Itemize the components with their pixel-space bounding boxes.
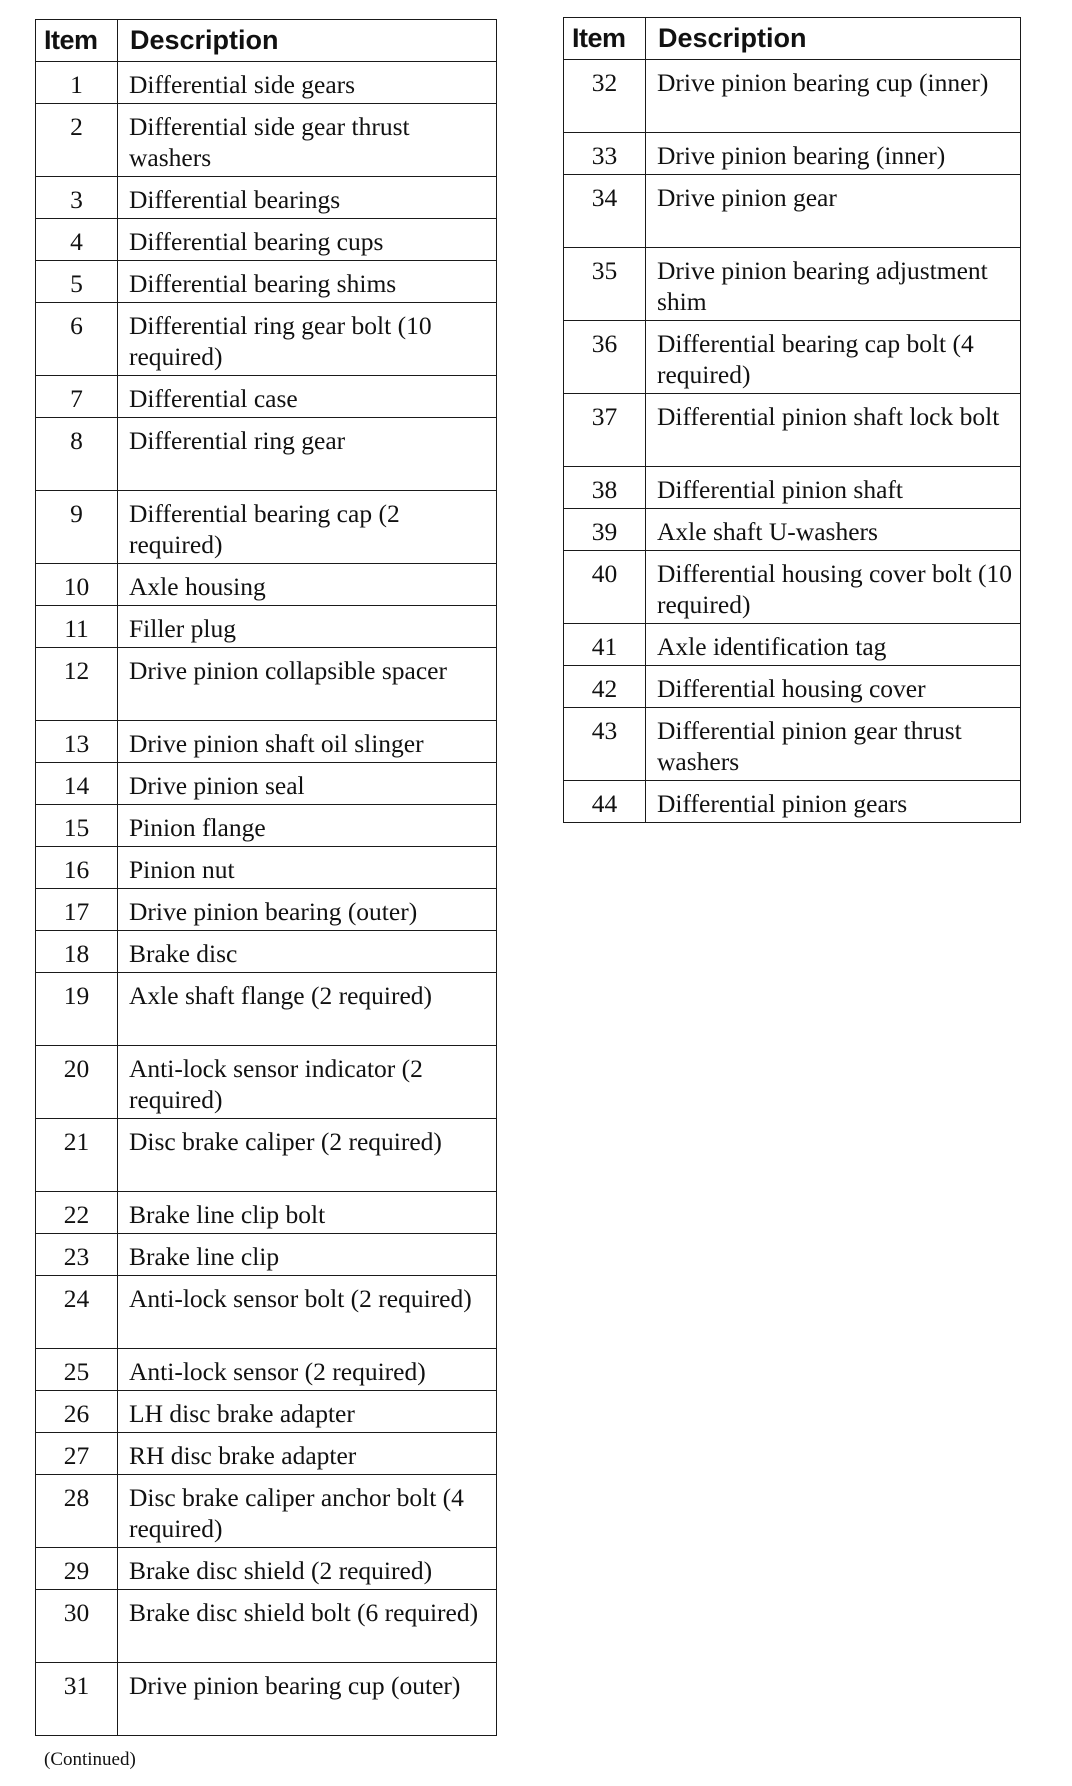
item-description: Differential bearing shims bbox=[118, 261, 497, 303]
item-number: 33 bbox=[564, 133, 646, 175]
item-number: 39 bbox=[564, 509, 646, 551]
item-description: Differential bearing cups bbox=[118, 219, 497, 261]
item-description: Differential side gear thrust washers bbox=[118, 104, 497, 177]
item-number: 41 bbox=[564, 624, 646, 666]
item-description: Differential pinion gears bbox=[646, 781, 1021, 823]
item-number: 27 bbox=[36, 1433, 118, 1475]
table-row bbox=[36, 648, 497, 721]
table-row bbox=[36, 889, 497, 931]
item-description: Differential housing cover bolt (10 required) bbox=[646, 551, 1021, 624]
table-row bbox=[564, 133, 1021, 175]
table-row bbox=[36, 491, 497, 564]
column-header-description: Description bbox=[118, 20, 497, 62]
table-row bbox=[564, 708, 1021, 781]
table-row bbox=[36, 1590, 497, 1663]
column-header-item: Item bbox=[36, 20, 118, 62]
continued-note: (Continued) bbox=[44, 1749, 136, 1770]
item-description: Filler plug bbox=[118, 606, 497, 648]
table-row bbox=[36, 564, 497, 606]
item-description: Axle identification tag bbox=[646, 624, 1021, 666]
item-description: Differential pinion shaft bbox=[646, 467, 1021, 509]
item-description: Differential case bbox=[118, 376, 497, 418]
item-number: 23 bbox=[36, 1234, 118, 1276]
table-row bbox=[36, 1548, 497, 1590]
item-number: 43 bbox=[564, 708, 646, 781]
item-description: Drive pinion bearing cup (inner) bbox=[646, 60, 1021, 133]
item-number: 9 bbox=[36, 491, 118, 564]
item-description: Differential bearings bbox=[118, 177, 497, 219]
item-description: Drive pinion collapsible spacer bbox=[118, 648, 497, 721]
table-row bbox=[36, 62, 497, 104]
table-row bbox=[36, 1475, 497, 1548]
table-row bbox=[36, 104, 497, 177]
item-number: 4 bbox=[36, 219, 118, 261]
table-row bbox=[36, 1192, 497, 1234]
item-number: 31 bbox=[36, 1663, 118, 1736]
item-description: Drive pinion seal bbox=[118, 763, 497, 805]
item-description: Axle shaft flange (2 required) bbox=[118, 973, 497, 1046]
parts-table-left bbox=[35, 19, 497, 1736]
item-description: Differential ring gear bolt (10 required) bbox=[118, 303, 497, 376]
item-description: Anti-lock sensor indicator (2 required) bbox=[118, 1046, 497, 1119]
item-number: 8 bbox=[36, 418, 118, 491]
item-description: Anti-lock sensor (2 required) bbox=[118, 1349, 497, 1391]
item-description: LH disc brake adapter bbox=[118, 1391, 497, 1433]
table-header-row bbox=[36, 20, 497, 62]
item-description: Differential pinion gear thrust washers bbox=[646, 708, 1021, 781]
item-number: 44 bbox=[564, 781, 646, 823]
table-row bbox=[36, 261, 497, 303]
item-description: Brake disc bbox=[118, 931, 497, 973]
item-number: 11 bbox=[36, 606, 118, 648]
item-description: Anti-lock sensor bolt (2 required) bbox=[118, 1276, 497, 1349]
item-number: 42 bbox=[564, 666, 646, 708]
item-description: Brake line clip bbox=[118, 1234, 497, 1276]
table-row bbox=[564, 781, 1021, 823]
table-row bbox=[36, 376, 497, 418]
item-number: 2 bbox=[36, 104, 118, 177]
item-number: 36 bbox=[564, 321, 646, 394]
table-row bbox=[36, 606, 497, 648]
table-row bbox=[36, 1349, 497, 1391]
parts-table-right bbox=[563, 17, 1021, 823]
table-row bbox=[36, 303, 497, 376]
table-row bbox=[36, 1119, 497, 1192]
table-row bbox=[36, 418, 497, 491]
item-number: 12 bbox=[36, 648, 118, 721]
item-number: 35 bbox=[564, 248, 646, 321]
item-number: 10 bbox=[36, 564, 118, 606]
item-description: Differential side gears bbox=[118, 62, 497, 104]
item-number: 16 bbox=[36, 847, 118, 889]
table-row bbox=[564, 175, 1021, 248]
item-number: 21 bbox=[36, 1119, 118, 1192]
table-row bbox=[564, 248, 1021, 321]
item-description: Axle shaft U-washers bbox=[646, 509, 1021, 551]
table-row bbox=[36, 1276, 497, 1349]
table-row bbox=[564, 551, 1021, 624]
item-number: 7 bbox=[36, 376, 118, 418]
table-row bbox=[564, 60, 1021, 133]
item-number: 1 bbox=[36, 62, 118, 104]
table-row bbox=[564, 509, 1021, 551]
item-number: 14 bbox=[36, 763, 118, 805]
item-number: 37 bbox=[564, 394, 646, 467]
table-row bbox=[36, 973, 497, 1046]
item-number: 28 bbox=[36, 1475, 118, 1548]
item-description: Drive pinion bearing cup (outer) bbox=[118, 1663, 497, 1736]
table-row bbox=[36, 931, 497, 973]
item-description: Axle housing bbox=[118, 564, 497, 606]
table-row bbox=[36, 763, 497, 805]
table-row bbox=[564, 666, 1021, 708]
item-description: Brake disc shield bolt (6 required) bbox=[118, 1590, 497, 1663]
item-number: 17 bbox=[36, 889, 118, 931]
item-description: RH disc brake adapter bbox=[118, 1433, 497, 1475]
item-number: 20 bbox=[36, 1046, 118, 1119]
item-number: 24 bbox=[36, 1276, 118, 1349]
item-description: Brake line clip bolt bbox=[118, 1192, 497, 1234]
column-header-description: Description bbox=[646, 18, 1021, 60]
table-row bbox=[36, 1391, 497, 1433]
table-row bbox=[36, 177, 497, 219]
item-number: 40 bbox=[564, 551, 646, 624]
item-description: Differential ring gear bbox=[118, 418, 497, 491]
item-description: Disc brake caliper (2 required) bbox=[118, 1119, 497, 1192]
item-description: Differential bearing cap bolt (4 required) bbox=[646, 321, 1021, 394]
item-number: 18 bbox=[36, 931, 118, 973]
item-description: Brake disc shield (2 required) bbox=[118, 1548, 497, 1590]
item-description: Drive pinion bearing (outer) bbox=[118, 889, 497, 931]
item-number: 15 bbox=[36, 805, 118, 847]
item-number: 13 bbox=[36, 721, 118, 763]
table-row bbox=[36, 1234, 497, 1276]
item-number: 6 bbox=[36, 303, 118, 376]
table-row bbox=[36, 1433, 497, 1475]
item-number: 25 bbox=[36, 1349, 118, 1391]
item-description: Differential bearing cap (2 required) bbox=[118, 491, 497, 564]
item-description: Pinion flange bbox=[118, 805, 497, 847]
table-row bbox=[564, 321, 1021, 394]
item-number: 34 bbox=[564, 175, 646, 248]
table-row bbox=[564, 624, 1021, 666]
item-description: Drive pinion bearing adjustment shim bbox=[646, 248, 1021, 321]
item-number: 38 bbox=[564, 467, 646, 509]
table-row bbox=[36, 219, 497, 261]
table-row bbox=[36, 1046, 497, 1119]
item-number: 19 bbox=[36, 973, 118, 1046]
table-row bbox=[564, 467, 1021, 509]
item-number: 29 bbox=[36, 1548, 118, 1590]
table-row bbox=[36, 721, 497, 763]
column-header-item: Item bbox=[564, 18, 646, 60]
item-number: 5 bbox=[36, 261, 118, 303]
table-row bbox=[564, 394, 1021, 467]
item-number: 32 bbox=[564, 60, 646, 133]
item-description: Drive pinion bearing (inner) bbox=[646, 133, 1021, 175]
table-row bbox=[36, 847, 497, 889]
item-description: Disc brake caliper anchor bolt (4 required) bbox=[118, 1475, 497, 1548]
item-number: 22 bbox=[36, 1192, 118, 1234]
table-row bbox=[36, 1663, 497, 1736]
item-number: 26 bbox=[36, 1391, 118, 1433]
item-description: Differential pinion shaft lock bolt bbox=[646, 394, 1021, 467]
item-number: 30 bbox=[36, 1590, 118, 1663]
table-row bbox=[36, 805, 497, 847]
table-header-row bbox=[564, 18, 1021, 60]
item-description: Drive pinion shaft oil slinger bbox=[118, 721, 497, 763]
item-number: 3 bbox=[36, 177, 118, 219]
item-description: Pinion nut bbox=[118, 847, 497, 889]
item-description: Differential housing cover bbox=[646, 666, 1021, 708]
item-description: Drive pinion gear bbox=[646, 175, 1021, 248]
